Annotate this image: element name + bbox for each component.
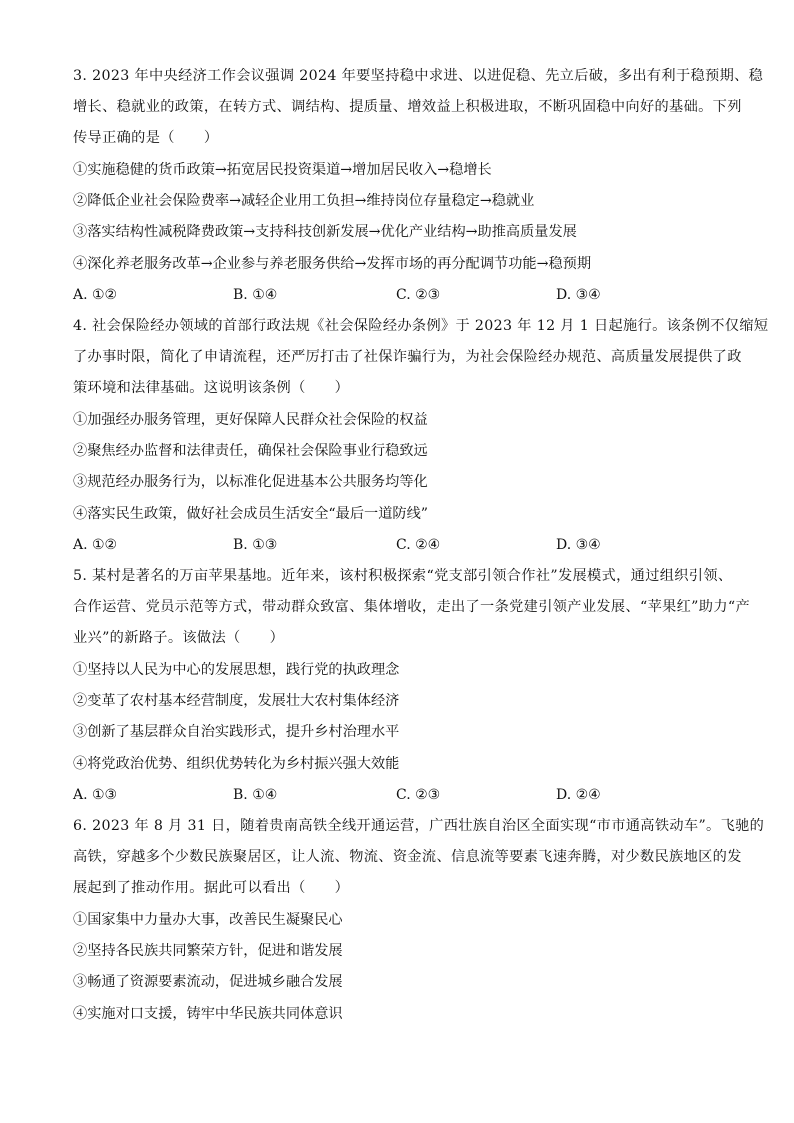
question-5-option-b[interactable]: B. ①④ (233, 787, 278, 803)
question-5-option-a[interactable]: A. ①③ (73, 787, 118, 803)
question-3-item-3: ③落实结构性减税降费政策→支持科技创新发展→优化产业结构→助推高质量发展 (73, 224, 577, 240)
question-5-item-3: ③创新了基层群众自治实践形式，提升乡村治理水平 (73, 724, 400, 740)
question-3-item-4: ④深化养老服务改革→企业参与养老服务供给→发挥市场的再分配调节功能→稳预期 (73, 256, 592, 272)
question-5-option-d[interactable]: D. ②④ (556, 787, 601, 803)
question-5-item-1: ①坚持以人民为中心的发展思想，践行党的执政理念 (73, 662, 400, 678)
question-4-option-d[interactable]: D. ③④ (556, 537, 601, 553)
question-4-stem-line-2: 了办事时限，简化了申请流程，还严厉打击了社保诈骗行为，为社会保险经办规范、高质量发展提供了政 (73, 349, 742, 365)
question-6-item-2: ②坚持各民族共同繁荣方针，促进和谐发展 (73, 943, 343, 959)
question-4-item-1: ①加强经办服务管理，更好保障人民群众社会保险的权益 (73, 412, 428, 428)
question-3-option-a[interactable]: A. ①② (73, 287, 118, 303)
question-3-item-2: ②降低企业社会保险费率→减轻企业用工负担→维持岗位存量稳定→稳就业 (73, 193, 535, 209)
question-5-item-2: ②变革了农村基本经营制度，发展壮大农村集体经济 (73, 693, 400, 709)
question-6-stem-line-1: 6. 2023 年 8 月 31 日，随着贵南高铁全线开通运营，广西壮族自治区全面实现“市市通高铁动车”。飞驰的 (73, 818, 765, 834)
question-5-stem-line-2: 合作运营、党员示范等方式，带动群众致富、集体增收，走出了一条党建引领产业发展、“苹果红”助力“产 (73, 599, 750, 615)
question-3-option-d[interactable]: D. ③④ (556, 287, 601, 303)
question-4-item-4: ④落实民生政策，做好社会成员生活安全“最后一道防线” (73, 506, 429, 522)
question-4-item-3: ③规范经办服务行为，以标准化促进基本公共服务均等化 (73, 474, 428, 490)
question-5-stem-line-3: 业兴”的新路子。该做法（ ） (73, 630, 285, 646)
question-5-stem-line-1: 5. 某村是著名的万亩苹果基地。近年来，该村积极探索“党支部引领合作社”发展模式，通过组织引领、 (73, 568, 733, 584)
question-4-stem-line-3: 策环境和法律基础。这说明该条例（ ） (73, 380, 350, 396)
question-4-option-c[interactable]: C. ②④ (396, 537, 441, 553)
question-6-stem-line-3: 展起到了推动作用。据此可以看出（ ） (73, 880, 350, 896)
question-4-item-2: ②聚焦经办监督和法律责任，确保社会保险事业行稳致远 (73, 443, 428, 459)
question-3-stem-line-2: 增长、稳就业的政策，在转方式、调结构、提质量、增效益上积极进取，不断巩固稳中向好的基础。下列 (73, 99, 742, 115)
question-6-item-1: ①国家集中力量办大事，改善民生凝聚民心 (73, 912, 343, 928)
question-4-option-a[interactable]: A. ①② (73, 537, 118, 553)
question-6-item-4: ④实施对口支援，铸牢中华民族共同体意识 (73, 1006, 343, 1022)
question-4-option-b[interactable]: B. ①③ (233, 537, 278, 553)
question-3-stem-line-3: 传导正确的是（ ） (73, 130, 219, 146)
question-4-stem-line-1: 4. 社会保险经办领域的首部行政法规《社会保险经办条例》于 2023 年 12 月 1 日起施行。该条例不仅缩短 (73, 318, 769, 334)
question-5-item-4: ④将党政治优势、组织优势转化为乡村振兴强大效能 (73, 756, 400, 772)
question-5-option-c[interactable]: C. ②③ (396, 787, 441, 803)
question-6-item-3: ③畅通了资源要素流动，促进城乡融合发展 (73, 974, 343, 990)
question-3-stem-line-1: 3. 2023 年中央经济工作会议强调 2024 年要坚持稳中求进、以进促稳、先立后破，多出有利于稳预期、稳 (73, 68, 764, 84)
question-3-option-b[interactable]: B. ①④ (233, 287, 278, 303)
question-3-item-1: ①实施稳健的货币政策→拓宽居民投资渠道→增加居民收入→稳增长 (73, 162, 492, 178)
question-3-option-c[interactable]: C. ②③ (396, 287, 441, 303)
question-6-stem-line-2: 高铁，穿越多个少数民族聚居区，让人流、物流、资金流、信息流等要素飞速奔腾，对少数民族地区的发 (73, 849, 742, 865)
